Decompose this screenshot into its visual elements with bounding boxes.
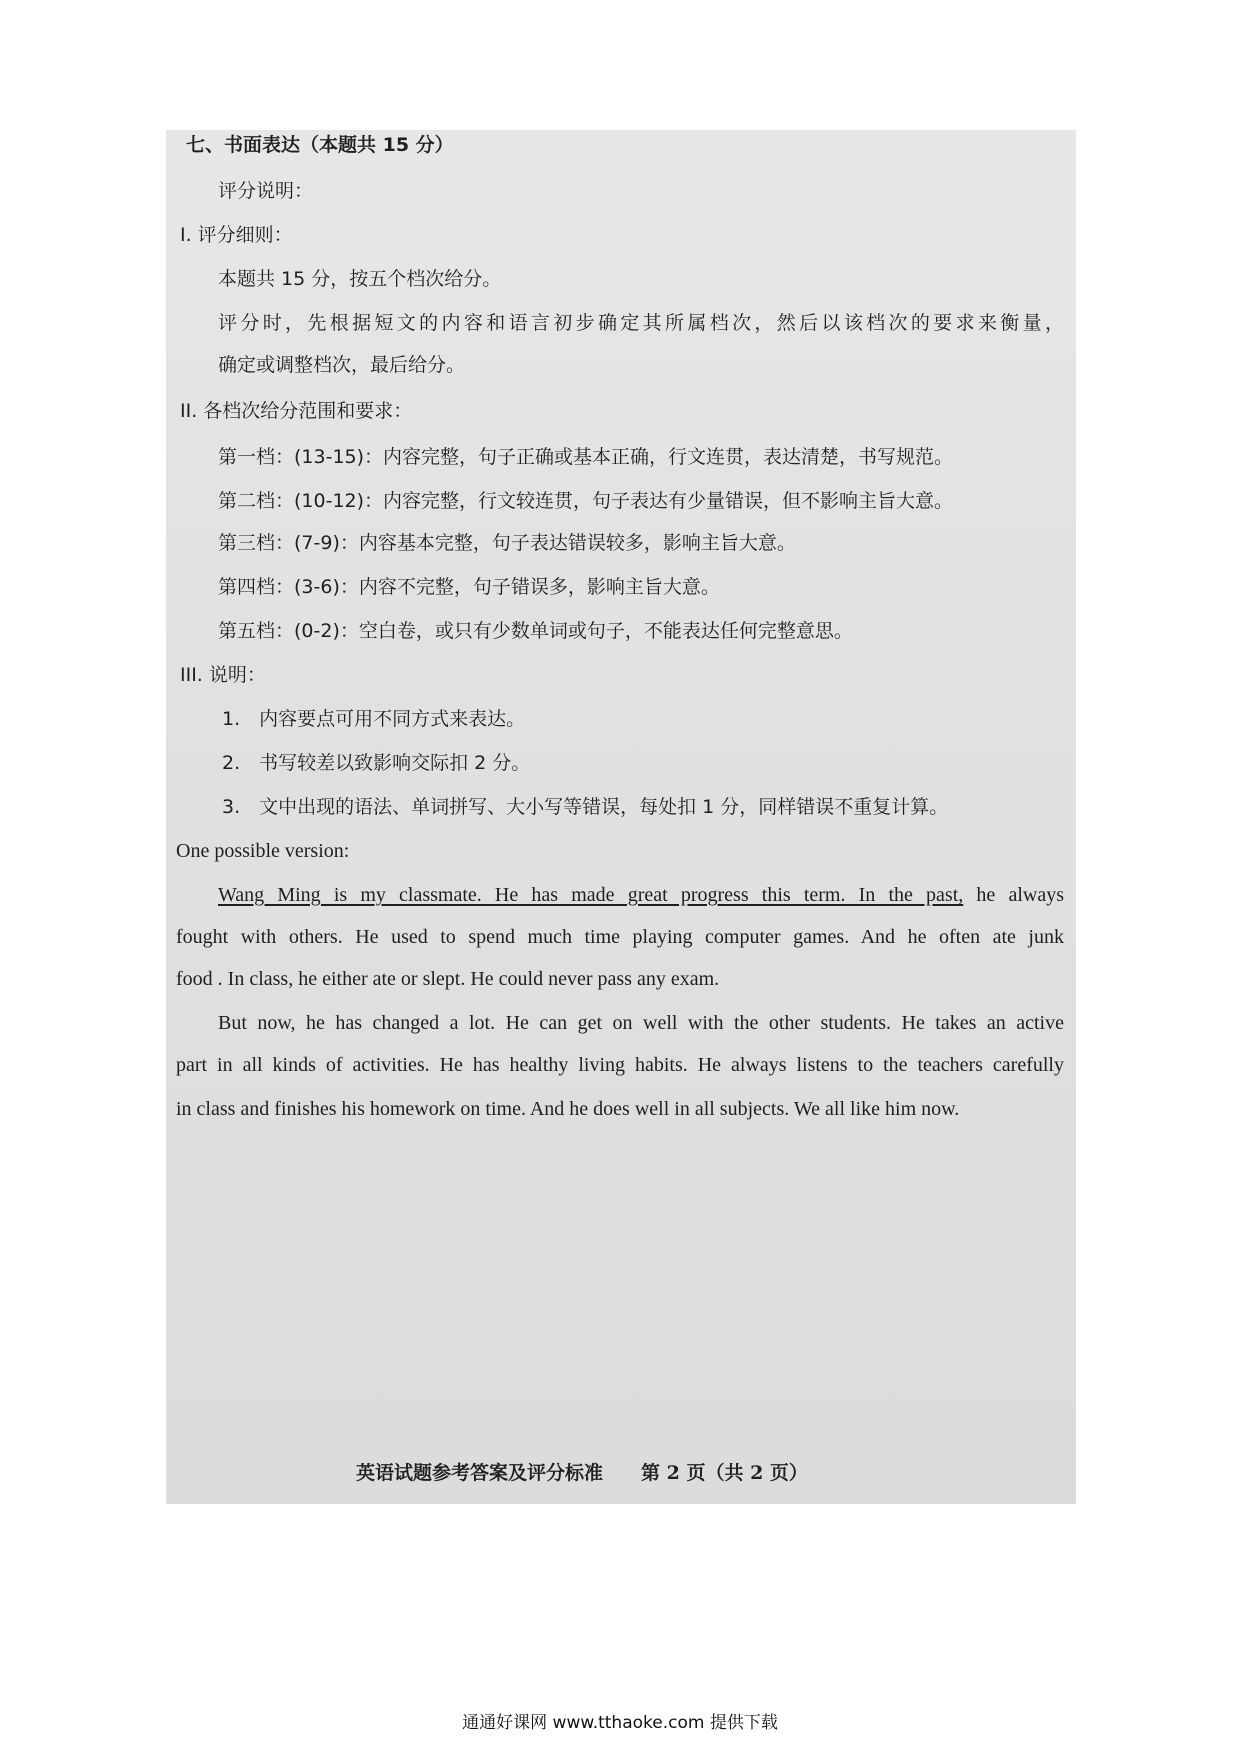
part2-heading: II. 各档次给分范围和要求： (180, 400, 413, 422)
grade-2: 第二档：(10-12)：内容完整，行文较连贯，句子表达有少量错误，但不影响主旨大意。 (218, 490, 954, 512)
sample-p1-line2: fought with others. He used to spend much time playing computer games. And he often ate junk (176, 926, 1064, 948)
sample-p1-line1-rest: he always (963, 884, 1064, 906)
section-title: 七、书面表达（本题共 15 分） (186, 134, 454, 156)
grade-4: 第四档：(3-6)：内容不完整，句子错误多，影响主旨大意。 (218, 576, 720, 598)
sample-p2-line1: But now, he has changed a lot. He can get on well with the other students. He takes an active (218, 1012, 1064, 1034)
part3-heading: III. 说明： (180, 664, 266, 686)
part1-heading: I. 评分细则： (180, 224, 293, 246)
sample-p2-line2: part in all kinds of activities. He has healthy living habits. He always listens to the teachers carefully (176, 1054, 1064, 1076)
part1-line3: 确定或调整档次，最后给分。 (218, 354, 466, 376)
scoring-note-label: 评分说明： (218, 180, 314, 202)
site-credit: 通通好课网 www.tthaoke.com 提供下载 (462, 1713, 778, 1733)
page-footer: 英语试题参考答案及评分标准 第 2 页（共 2 页） (356, 1462, 808, 1484)
note-item-1: 1. 内容要点可用不同方式来表达。 (222, 708, 526, 730)
part1-line2: 评分时，先根据短文的内容和语言初步确定其所属档次，然后以该档次的要求来衡量， (218, 312, 1064, 334)
grade-3: 第三档：(7-9)：内容基本完整，句子表达错误较多，影响主旨大意。 (218, 532, 796, 554)
note-item-2: 2. 书写较差以致影响交际扣 2 分。 (222, 752, 531, 774)
sample-p1-line1 (218, 882, 1064, 908)
scanned-page (166, 130, 1076, 1504)
grade-1: 第一档：(13-15)：内容完整，句子正确或基本正确，行文连贯，表达清楚，书写规范。 (218, 446, 954, 468)
part1-line1: 本题共 15 分，按五个档次给分。 (218, 268, 502, 290)
note-item-3: 3. 文中出现的语法、单词拼写、大小写等错误，每处扣 1 分，同样错误不重复计算。 (222, 796, 949, 818)
sample-p2-line3: in class and finishes his homework on time. And he does well in all subjects. We all like him now. (176, 1098, 960, 1120)
sample-label: One possible version: (176, 840, 350, 862)
sample-p1-line3: food . In class, he either ate or slept. He could never pass any exam. (176, 968, 720, 990)
grade-5: 第五档：(0-2)：空白卷，或只有少数单词或句子，不能表达任何完整意思。 (218, 620, 853, 642)
underlined-text: Wang Ming is my classmate. He has made great progress this term. In the past, (218, 884, 964, 906)
